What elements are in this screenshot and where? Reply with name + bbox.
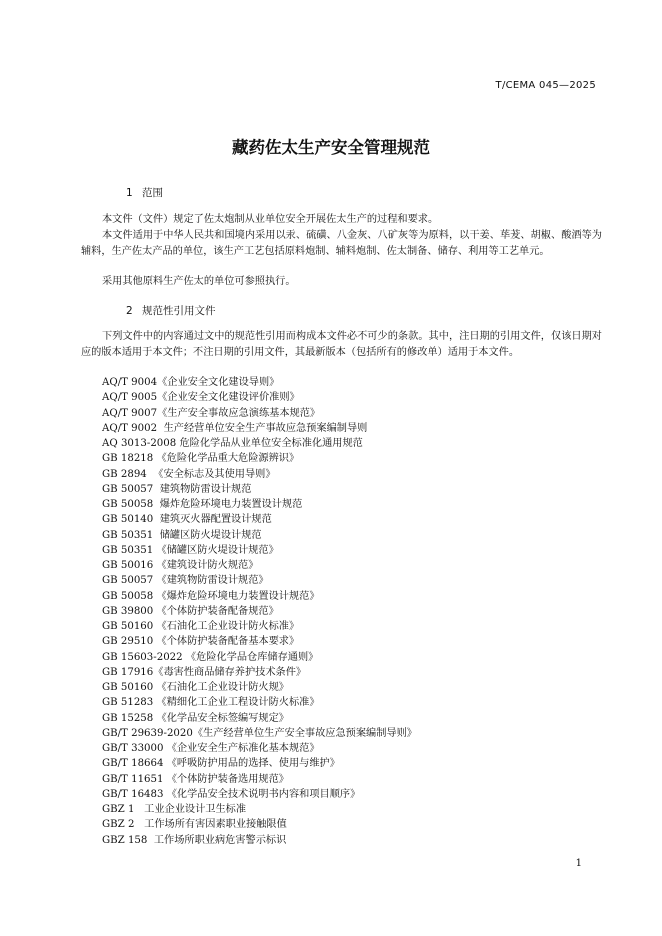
reference-item: GB 15258 《化学品安全标签编写规定》 bbox=[102, 712, 289, 724]
section-number: 2 bbox=[126, 305, 133, 317]
reference-item: GB/T 18664 《呼吸防护用品的选择、使用与维护》 bbox=[102, 758, 340, 770]
reference-item: GB 50057 《建筑物防雷设计规范》 bbox=[102, 575, 269, 587]
reference-item: AQ 3013-2008 危险化学品从业单位安全标准化通用规范 bbox=[102, 438, 363, 449]
reference-item: AQ/T 9004《企业安全文化建设导则》 bbox=[102, 377, 280, 388]
scope-paragraph: 采用其他原料生产佐太的单位可参照执行。 bbox=[102, 276, 296, 287]
reference-item: GB 29510 《个体防护装备配备基本要求》 bbox=[102, 636, 300, 648]
reference-list bbox=[102, 375, 417, 848]
reference-item: GB 50351 《储罐区防火堤设计规范》 bbox=[102, 544, 279, 556]
reference-item: GB/T 33000 《企业安全生产标准化基本规范》 bbox=[102, 743, 320, 754]
section-title: 规范性引用文件 bbox=[142, 305, 216, 317]
section-title: 范围 bbox=[142, 187, 163, 199]
reference-item: GB 50058 爆炸危险环境电力装置设计规范 bbox=[102, 499, 303, 510]
reference-item: GB 50058 《爆炸危险环境电力装置设计规范》 bbox=[102, 590, 320, 602]
reference-item: AQ/T 9005《企业安全文化建设评价准则》 bbox=[102, 392, 300, 404]
reference-item: GB 50160 《石油化工企业设计防火规》 bbox=[102, 682, 289, 693]
scope-paragraph: 本文件适用于中华人民共和国境内采用以汞、硫磺、八金灰、八矿灰等为原料，以干姜、荜茇、胡椒、酸酒等为辅料，生产佐太产品的单位，该生产工艺包括原料炮制、辅料炮制、佐太制备、储存、利用等工艺单元。 bbox=[81, 230, 602, 257]
reference-item: GBZ 158 工作场所职业病危害警示标识 bbox=[102, 834, 287, 846]
section-heading-normative-references bbox=[126, 303, 216, 318]
reference-item: GB 2894 《安全标志及其使用导则》 bbox=[102, 468, 276, 480]
section-number: 1 bbox=[126, 187, 133, 199]
reference-item: GB 17916《毒害性商品储存养护技术条件》 bbox=[102, 666, 307, 678]
references-intro-paragraph: 下列文件中的内容通过文中的规范性引用而构成本文件必不可少的条款。其中，注日期的引用文件，仅该日期对应的版本适用于本文件；不注日期的引用文件，其最新版本（包括所有的修改单）适用于本文件。 bbox=[81, 331, 602, 358]
document-code: T/CEMA 045—2025 bbox=[495, 80, 596, 91]
reference-item: GB 50351 储罐区防火堤设计规范 bbox=[102, 529, 262, 541]
document-title: 藏药佐太生产安全管理规范 bbox=[232, 138, 430, 157]
reference-item: GB 50016 《建筑设计防火规范》 bbox=[102, 560, 259, 571]
reference-item: GB 50160 《石油化工企业设计防火标准》 bbox=[102, 621, 300, 632]
reference-item: GB/T 16483 《化学品安全技术说明书内容和项目顺序》 bbox=[102, 788, 361, 800]
reference-item: AQ/T 9002 生产经营单位安全生产事故应急预案编制导则 bbox=[102, 422, 368, 434]
page-number: 1 bbox=[575, 858, 582, 869]
reference-item: GB/T 29639-2020《生产经营单位生产安全事故应急预案编制导则》 bbox=[102, 727, 417, 739]
reference-item: AQ/T 9007《生产安全事故应急演练基本规范》 bbox=[102, 407, 321, 419]
reference-item: GB/T 11651 《个体防护装备选用规范》 bbox=[102, 773, 289, 785]
reference-item: GB 39800 《个体防护装备配备规范》 bbox=[102, 605, 279, 617]
reference-item: GBZ 1 工业企业设计卫生标准 bbox=[102, 804, 247, 815]
reference-item: GB 15603-2022 《危险化学品仓库储存通则》 bbox=[102, 651, 319, 663]
section-heading-scope bbox=[126, 185, 163, 200]
reference-item: GB 18218 《危险化学品重大危险源辨识》 bbox=[102, 453, 300, 465]
reference-item: GB 50140 建筑灭火器配置设计规范 bbox=[102, 514, 272, 526]
scope-paragraph: 本文件（文件）规定了佐太炮制从业单位安全开展佐太生产的过程和要求。 bbox=[102, 214, 439, 225]
reference-item: GB 51283 《精细化工企业工程设计防火标准》 bbox=[102, 697, 320, 709]
reference-item: GB 50057 建筑物防雷设计规范 bbox=[102, 483, 252, 495]
reference-item: GBZ 2 工作场所有害因素职业接触限值 bbox=[102, 819, 287, 831]
